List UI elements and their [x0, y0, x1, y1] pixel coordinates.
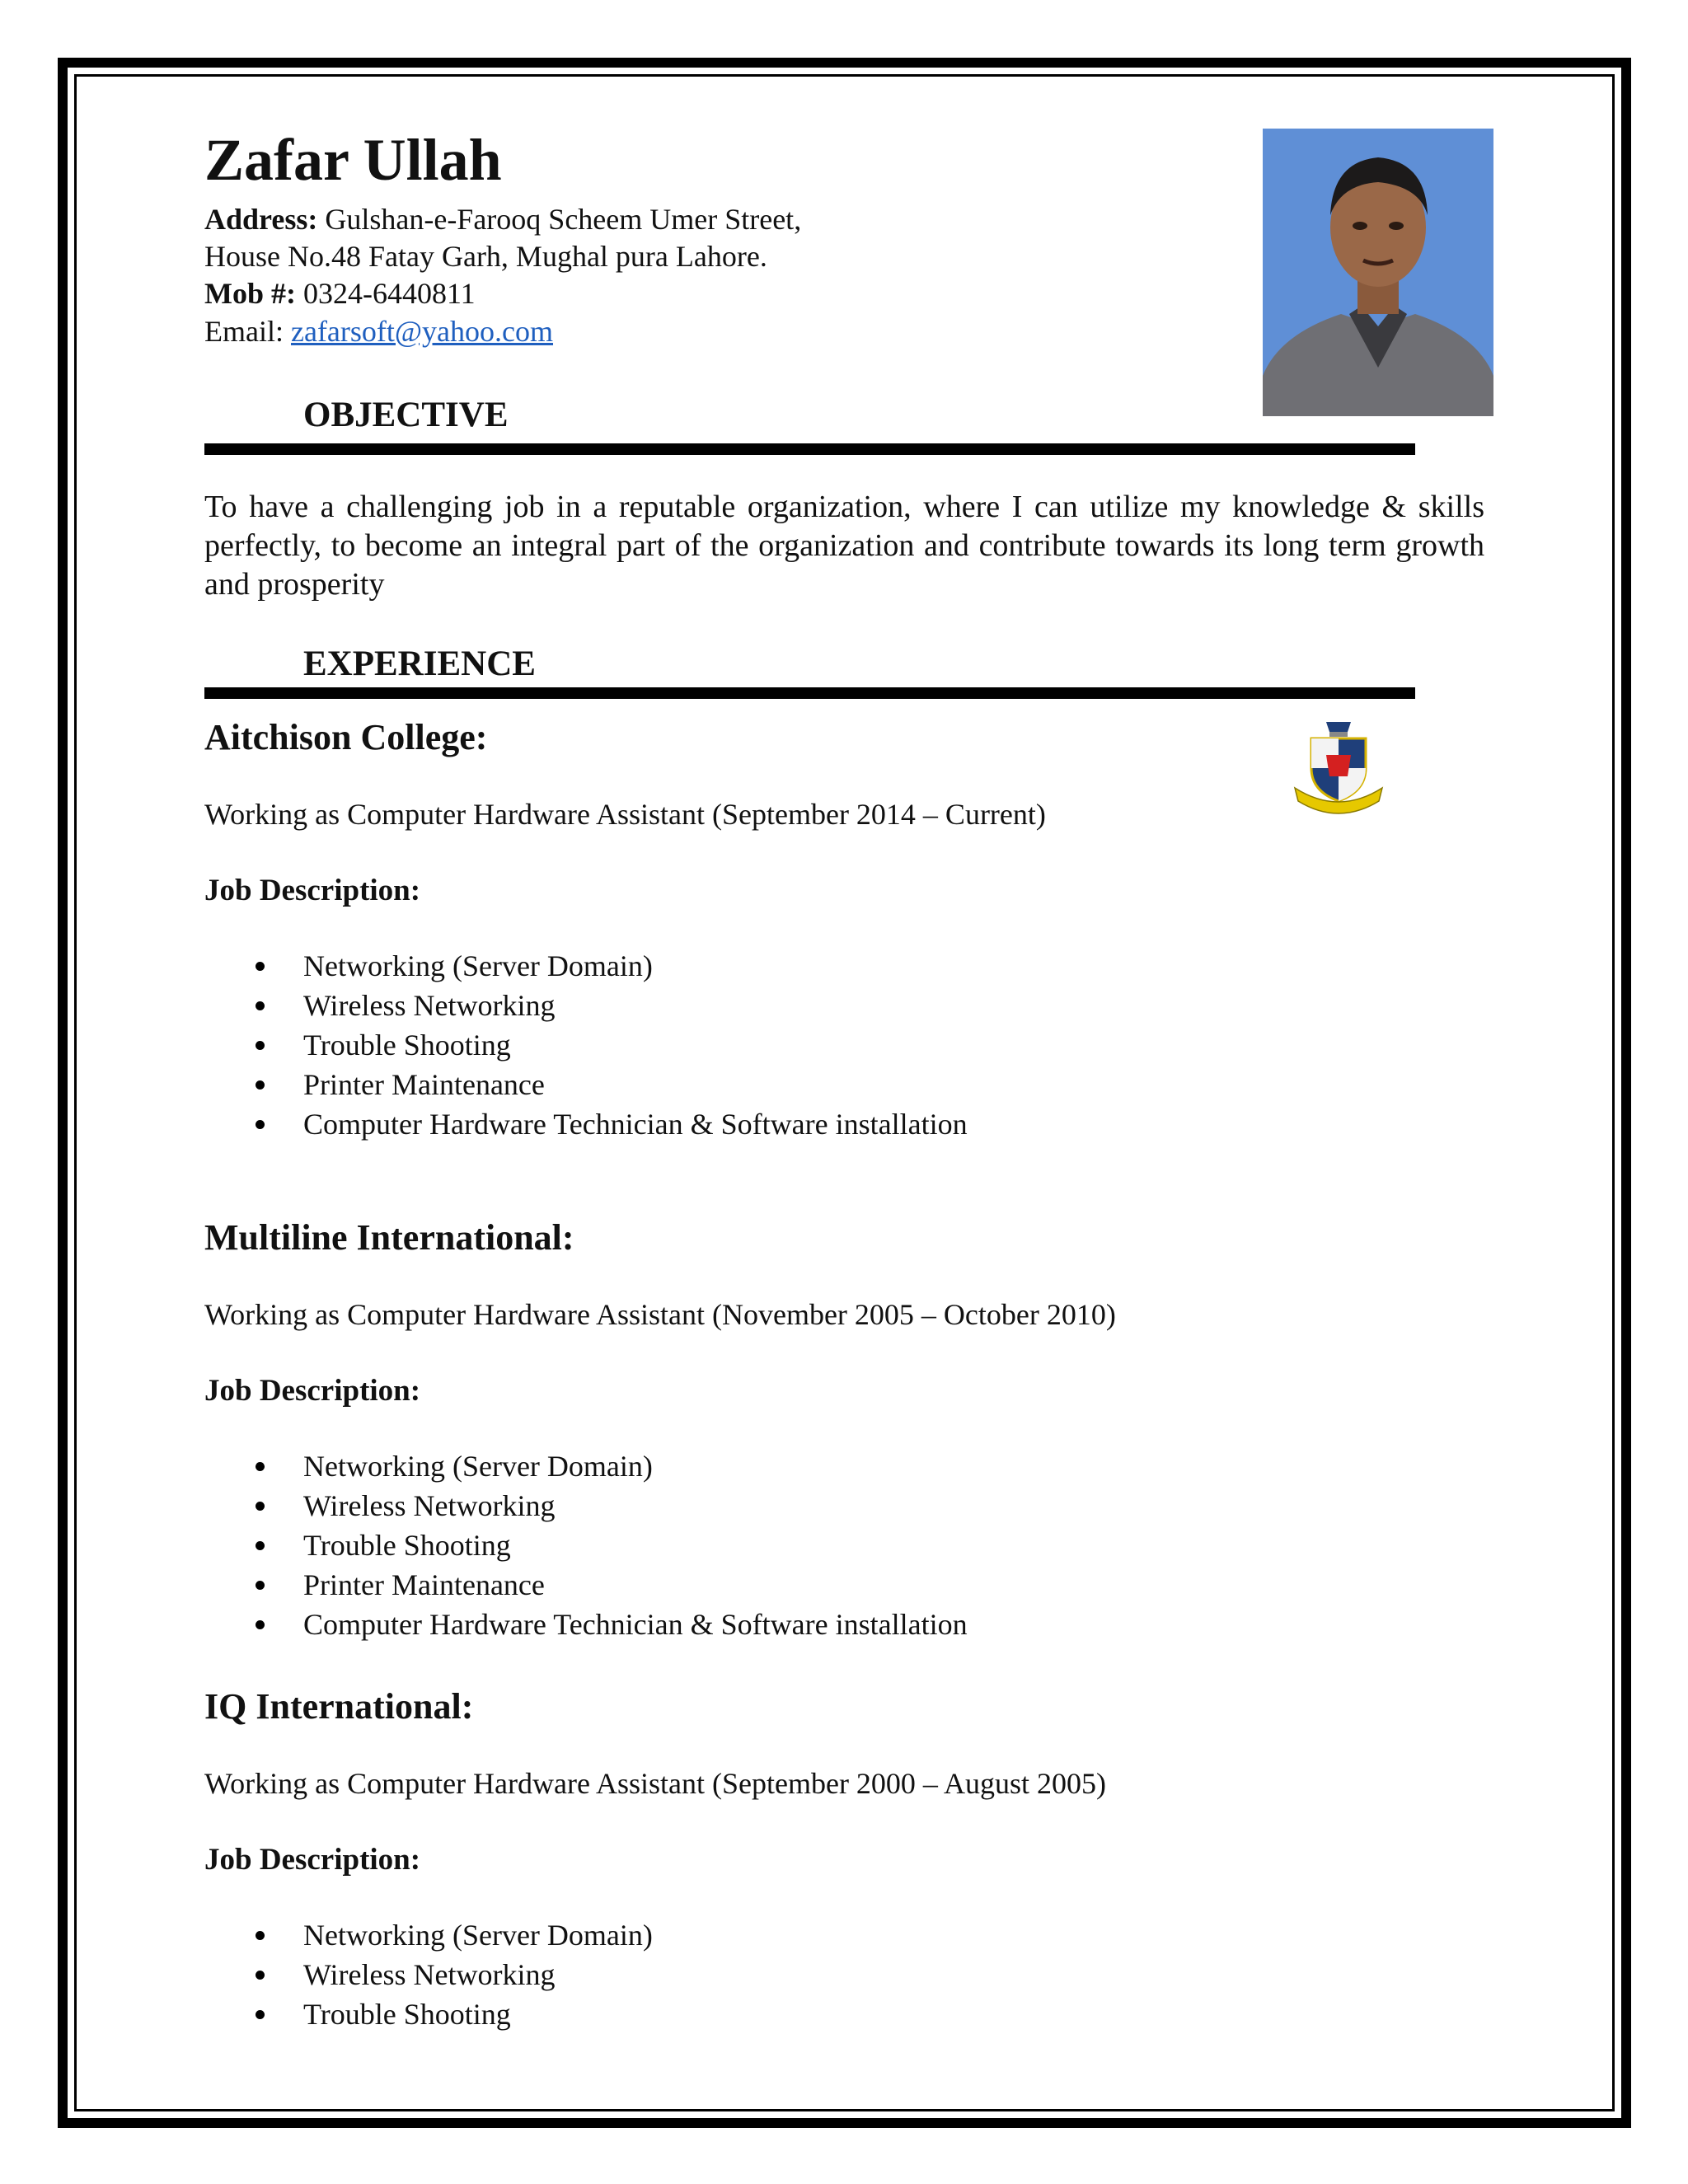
job-description-label: Job Description:	[204, 1843, 421, 1877]
crest-icon	[1290, 719, 1387, 818]
profile-photo	[1263, 129, 1493, 416]
bullet-icon	[256, 1620, 265, 1629]
mobile-line	[204, 279, 476, 308]
bullet-icon	[256, 1971, 265, 1980]
list-item	[204, 1605, 968, 1644]
duty-text: Networking (Server Domain)	[303, 1919, 653, 1952]
job-company: Aitchison College:	[204, 717, 488, 757]
job-company: Multiline International:	[204, 1217, 574, 1258]
job-role: Working as Computer Hardware Assistant (September 2014 – Current)	[204, 798, 1046, 831]
experience-heading: EXPERIENCE	[303, 644, 536, 683]
job-duties-list	[204, 1446, 968, 1644]
bullet-icon	[256, 1080, 265, 1090]
address-line-1	[204, 204, 801, 234]
bullet-icon	[256, 962, 265, 971]
bullet-icon	[256, 1120, 265, 1129]
college-crest-logo	[1290, 719, 1387, 818]
bullet-icon	[256, 1041, 265, 1050]
duty-text: Wireless Networking	[303, 989, 556, 1022]
duty-text: Networking (Server Domain)	[303, 1450, 653, 1483]
mobile-label: Mob #:	[204, 277, 296, 310]
bullet-icon	[256, 2010, 265, 2019]
address-label: Address:	[204, 203, 318, 236]
list-item	[204, 946, 968, 986]
list-item	[204, 1526, 968, 1565]
list-item	[204, 1065, 968, 1104]
mobile-value: 0324-6440811	[303, 277, 476, 310]
objective-heading: OBJECTIVE	[303, 396, 509, 434]
address-line-2: House No.48 Fatay Garh, Mughal pura Lahore.	[204, 240, 767, 273]
list-item	[204, 1446, 968, 1486]
objective-divider	[204, 443, 1415, 455]
email-label: Email:	[204, 315, 284, 348]
list-item	[204, 1915, 653, 1955]
job-company: IQ International:	[204, 1686, 474, 1727]
bullet-icon	[256, 1502, 265, 1511]
job-role: Working as Computer Hardware Assistant (September 2000 – August 2005)	[204, 1767, 1106, 1800]
bullet-icon	[256, 1462, 265, 1471]
bullet-icon	[256, 1931, 265, 1940]
experience-divider	[204, 687, 1415, 699]
duty-text: Printer Maintenance	[303, 1568, 545, 1601]
duty-text: Wireless Networking	[303, 1489, 556, 1522]
job-description-label: Job Description:	[204, 1374, 421, 1408]
duty-text: Networking (Server Domain)	[303, 949, 653, 982]
bullet-icon	[256, 1581, 265, 1590]
resume-name: Zafar Ullah	[204, 127, 502, 193]
duty-text: Printer Maintenance	[303, 1068, 545, 1101]
bullet-icon	[256, 1541, 265, 1550]
list-item	[204, 1025, 968, 1065]
email-line	[204, 316, 553, 346]
job-duties-list	[204, 946, 968, 1144]
duty-text: Trouble Shooting	[303, 1998, 511, 2031]
duty-text: Trouble Shooting	[303, 1529, 511, 1562]
list-item	[204, 1994, 653, 2034]
duty-text: Wireless Networking	[303, 1958, 556, 1991]
job-duties-list	[204, 1915, 653, 2034]
duty-text: Computer Hardware Technician & Software installation	[303, 1108, 968, 1141]
address-value: Gulshan-e-Farooq Scheem Umer Street,	[325, 203, 802, 236]
list-item	[204, 1955, 653, 1994]
portrait-illustration	[1263, 129, 1493, 416]
list-item	[204, 1104, 968, 1144]
job-description-label: Job Description:	[204, 874, 421, 907]
duty-text: Trouble Shooting	[303, 1029, 511, 1062]
job-role: Working as Computer Hardware Assistant (November 2005 – October 2010)	[204, 1298, 1116, 1331]
list-item	[204, 1565, 968, 1605]
duty-text: Computer Hardware Technician & Software installation	[303, 1608, 968, 1641]
list-item	[204, 986, 968, 1025]
list-item	[204, 1486, 968, 1526]
objective-text: To have a challenging job in a reputable organization, where I can utilize my knowledge & skills perfectly, to become an integral part of the organization and contribute towards its long term growth and prosperity	[204, 490, 1484, 602]
bullet-icon	[256, 1001, 265, 1010]
email-link[interactable]: zafarsoft@yahoo.com	[290, 315, 554, 348]
